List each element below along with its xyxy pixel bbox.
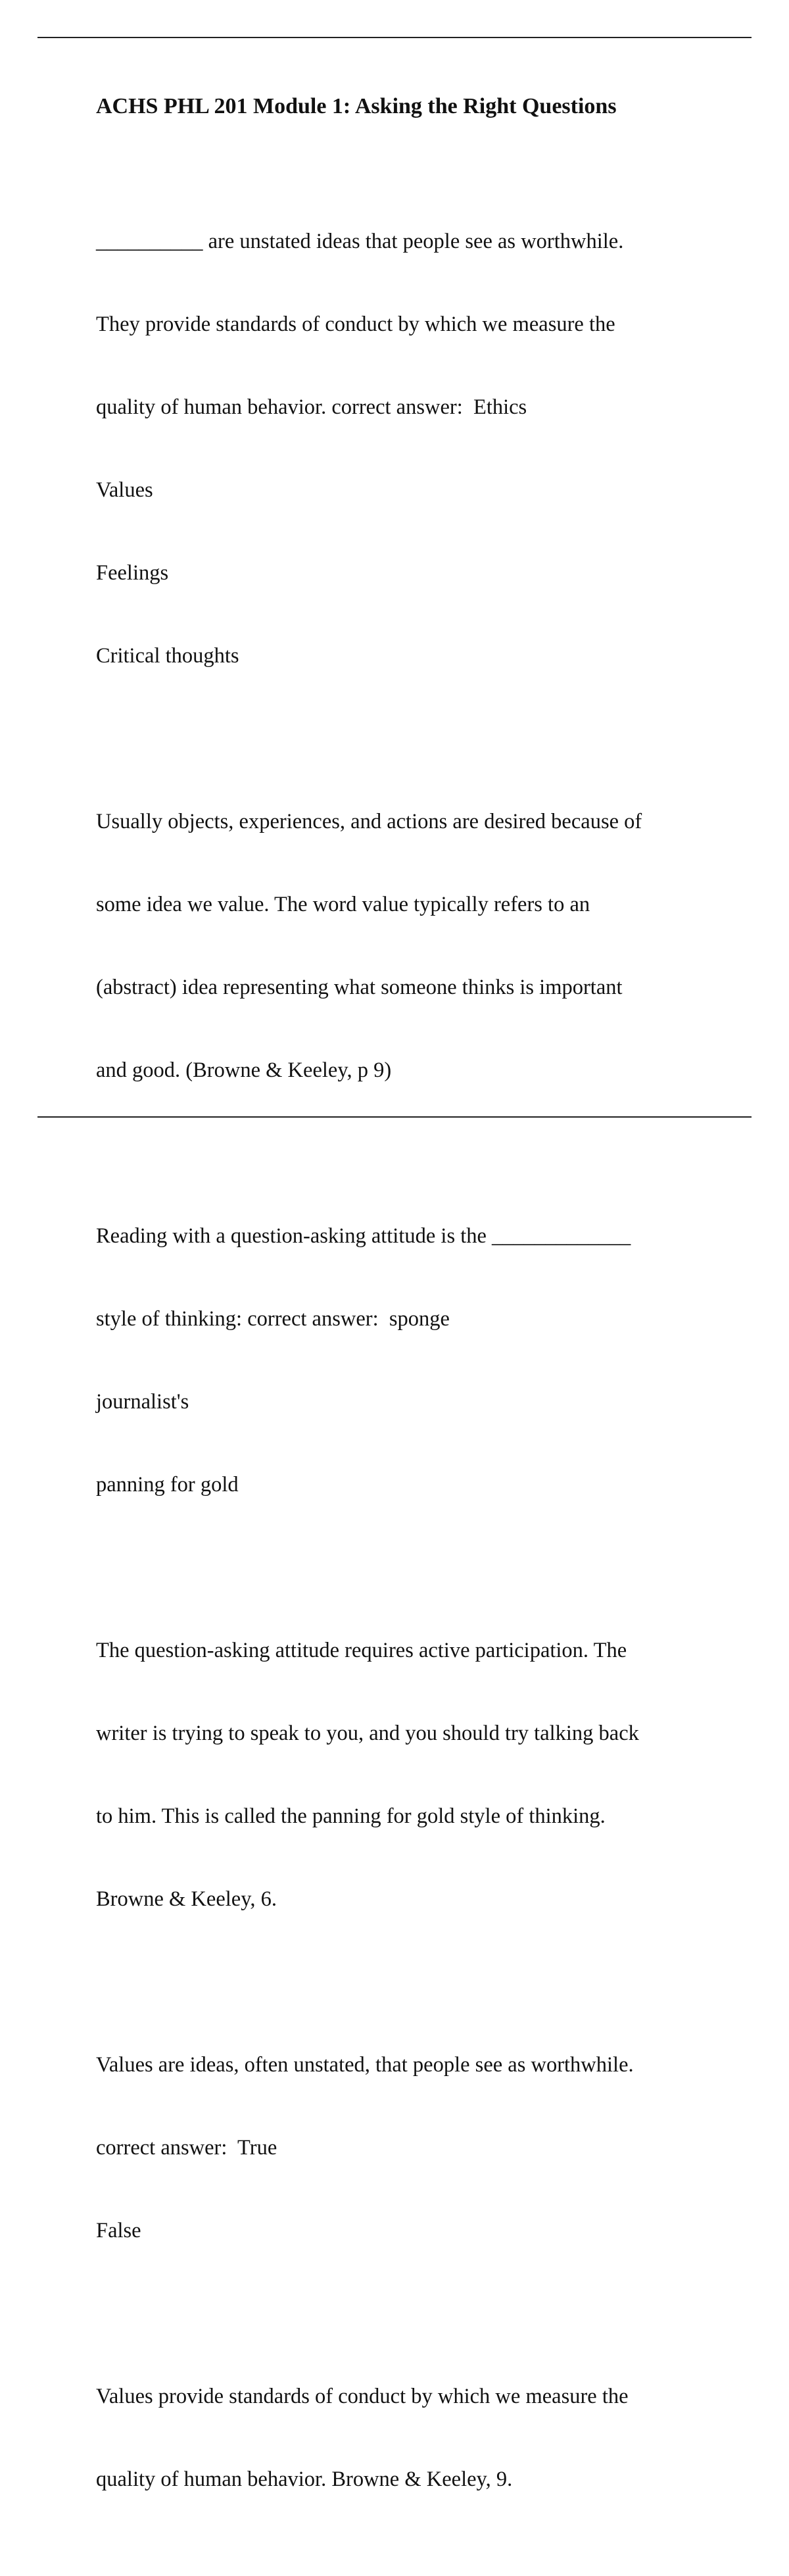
text-line: (abstract) idea representing what someone thinks is important bbox=[96, 976, 623, 999]
text-line: Usually objects, experiences, and actions are desired because of bbox=[96, 810, 642, 833]
answer-option: Critical thoughts bbox=[96, 644, 239, 668]
answer-option: Feelings bbox=[96, 561, 169, 585]
text-line: quality of human behavior. correct answer: Ethics bbox=[96, 395, 527, 419]
text-line: They provide standards of conduct by which we measure the bbox=[96, 312, 615, 336]
question-block-3 bbox=[96, 1996, 727, 2300]
explanation-block-3 bbox=[96, 2327, 727, 2548]
text-line: Values are ideas, often unstated, that people see as worthwhile. bbox=[96, 2053, 634, 2077]
document-title: ACHS PHL 201 Module 1: Asking the Right Questions bbox=[96, 94, 617, 118]
text-line: and good. (Browne & Keeley, p 9) bbox=[96, 1058, 392, 1082]
text-line: style of thinking: correct answer: sponge bbox=[96, 1307, 450, 1331]
top-rule bbox=[37, 37, 752, 38]
text-line: writer is trying to speak to you, and you should try talking back bbox=[96, 1721, 639, 1745]
text-line: correct answer: True bbox=[96, 2136, 277, 2160]
text-line: Browne & Keeley, 6. bbox=[96, 1887, 277, 1911]
bottom-rule bbox=[37, 1116, 752, 1118]
question-block-1 bbox=[96, 172, 727, 725]
question-block-2 bbox=[96, 1167, 727, 1554]
answer-option: journalist's bbox=[96, 1390, 189, 1414]
answer-option: Values bbox=[96, 478, 153, 502]
text-line: quality of human behavior. Browne & Keeley, 9. bbox=[96, 2467, 513, 2491]
text-line: __________ are unstated ideas that people see as worthwhile. bbox=[96, 230, 624, 253]
document-body bbox=[96, 92, 727, 2576]
text-line: to him. This is called the panning for gold style of thinking. bbox=[96, 1804, 606, 1828]
text-line: Values provide standards of conduct by which we measure the bbox=[96, 2385, 629, 2408]
text-line: The question-asking attitude requires active participation. The bbox=[96, 1639, 627, 1662]
text-line: Reading with a question-asking attitude is the _____________ bbox=[96, 1224, 631, 1248]
explanation-block-1 bbox=[96, 753, 727, 1139]
text-line: some idea we value. The word value typically refers to an bbox=[96, 893, 590, 916]
answer-option: False bbox=[96, 2219, 141, 2242]
explanation-block-2 bbox=[96, 1581, 727, 1968]
answer-option: panning for gold bbox=[96, 1473, 239, 1497]
